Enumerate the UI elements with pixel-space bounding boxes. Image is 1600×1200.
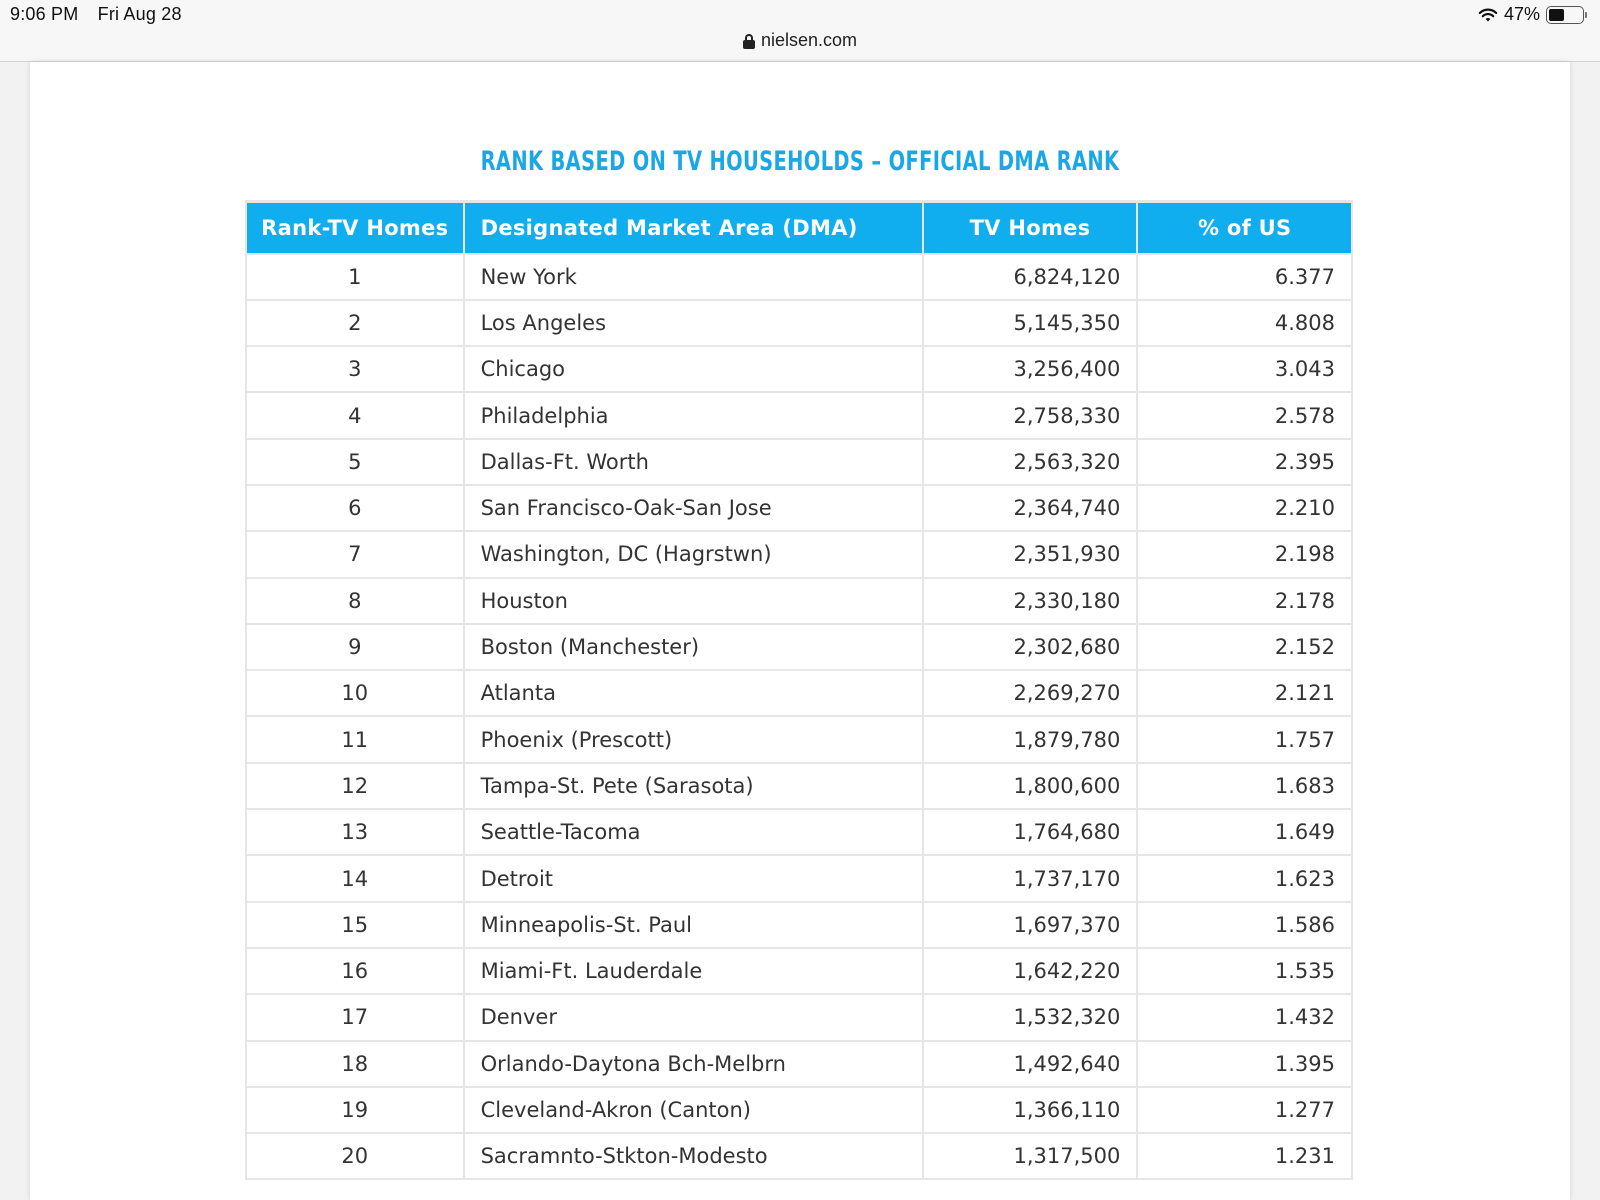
battery-icon	[1546, 6, 1584, 24]
cell-percent-us: 1.623	[1137, 855, 1352, 901]
url-text[interactable]: nielsen.com	[760, 30, 858, 50]
cell-rank: 8	[246, 578, 464, 624]
wifi-icon	[1478, 7, 1498, 23]
cell-tv-homes: 2,302,680	[923, 624, 1138, 670]
table-row	[246, 716, 1352, 762]
cell-dma: Cleveland-Akron (Canton)	[464, 1087, 923, 1133]
cell-percent-us: 2.395	[1137, 439, 1352, 485]
cell-percent-us: 1.395	[1137, 1041, 1352, 1087]
cell-dma: New York	[464, 254, 923, 300]
cell-tv-homes: 2,364,740	[923, 485, 1138, 531]
cell-dma: Boston (Manchester)	[464, 624, 923, 670]
cell-tv-homes: 1,764,680	[923, 809, 1138, 855]
cell-tv-homes: 1,697,370	[923, 902, 1138, 948]
cell-percent-us: 2.578	[1137, 392, 1352, 438]
table-row	[246, 670, 1352, 716]
cell-tv-homes: 1,642,220	[923, 948, 1138, 994]
cell-rank: 16	[246, 948, 464, 994]
cell-tv-homes: 3,256,400	[923, 346, 1138, 392]
cell-tv-homes: 1,492,640	[923, 1041, 1138, 1087]
page-title: RANK BASED ON TV HOUSEHOLDS – OFFICIAL DMA RANK	[480, 146, 1120, 177]
cell-tv-homes: 5,145,350	[923, 300, 1138, 346]
cell-dma: Chicago	[464, 346, 923, 392]
status-right	[1478, 4, 1584, 25]
cell-rank: 13	[246, 809, 464, 855]
lock-icon	[743, 34, 755, 48]
cell-percent-us: 2.152	[1137, 624, 1352, 670]
cell-percent-us: 1.231	[1137, 1133, 1352, 1179]
cell-rank: 18	[246, 1041, 464, 1087]
cell-dma: Atlanta	[464, 670, 923, 716]
cell-dma: Los Angeles	[464, 300, 923, 346]
table-row	[246, 439, 1352, 485]
cell-rank: 7	[246, 531, 464, 577]
status-left	[10, 4, 196, 25]
table-row	[246, 578, 1352, 624]
cell-rank: 11	[246, 716, 464, 762]
web-page	[30, 62, 1570, 1200]
table-row	[246, 300, 1352, 346]
cell-rank: 3	[246, 346, 464, 392]
table-row	[246, 809, 1352, 855]
table-row	[246, 902, 1352, 948]
cell-rank: 12	[246, 763, 464, 809]
cell-rank: 17	[246, 994, 464, 1040]
cell-rank: 1	[246, 254, 464, 300]
status-bar	[0, 0, 1600, 62]
cell-dma: Tampa-St. Pete (Sarasota)	[464, 763, 923, 809]
cell-tv-homes: 2,758,330	[923, 392, 1138, 438]
cell-percent-us: 1.683	[1137, 763, 1352, 809]
cell-percent-us: 2.210	[1137, 485, 1352, 531]
cell-rank: 6	[246, 485, 464, 531]
cell-dma: Washington, DC (Hagrstwn)	[464, 531, 923, 577]
cell-percent-us: 1.757	[1137, 716, 1352, 762]
table-row	[246, 855, 1352, 901]
cell-rank: 14	[246, 855, 464, 901]
cell-dma: San Francisco-Oak-San Jose	[464, 485, 923, 531]
table-header-row	[246, 202, 1352, 254]
cell-rank: 5	[246, 439, 464, 485]
cell-tv-homes: 1,800,600	[923, 763, 1138, 809]
cell-tv-homes: 1,366,110	[923, 1087, 1138, 1133]
table-row	[246, 1133, 1352, 1179]
cell-percent-us: 1.535	[1137, 948, 1352, 994]
cell-dma: Denver	[464, 994, 923, 1040]
dma-rank-table	[245, 200, 1353, 1180]
cell-tv-homes: 2,330,180	[923, 578, 1138, 624]
cell-tv-homes: 1,737,170	[923, 855, 1138, 901]
cell-percent-us: 2.198	[1137, 531, 1352, 577]
cell-percent-us: 2.178	[1137, 578, 1352, 624]
table-row	[246, 763, 1352, 809]
cell-dma: Phoenix (Prescott)	[464, 716, 923, 762]
cell-dma: Seattle-Tacoma	[464, 809, 923, 855]
cell-rank: 2	[246, 300, 464, 346]
table-row	[246, 485, 1352, 531]
header-tv-homes: TV Homes	[923, 202, 1138, 254]
cell-tv-homes: 6,824,120	[923, 254, 1138, 300]
header-percent-us: % of US	[1137, 202, 1352, 254]
cell-dma: Sacramnto-Stkton-Modesto	[464, 1133, 923, 1179]
cell-percent-us: 1.432	[1137, 994, 1352, 1040]
table-row	[246, 1041, 1352, 1087]
cell-tv-homes: 2,563,320	[923, 439, 1138, 485]
cell-tv-homes: 2,351,930	[923, 531, 1138, 577]
cell-percent-us: 1.649	[1137, 809, 1352, 855]
cell-dma: Dallas-Ft. Worth	[464, 439, 923, 485]
cell-tv-homes: 1,879,780	[923, 716, 1138, 762]
cell-rank: 19	[246, 1087, 464, 1133]
header-dma: Designated Market Area (DMA)	[464, 202, 923, 254]
cell-percent-us: 4.808	[1137, 300, 1352, 346]
table-row	[246, 948, 1352, 994]
table-row	[246, 624, 1352, 670]
cell-tv-homes: 2,269,270	[923, 670, 1138, 716]
cell-dma: Philadelphia	[464, 392, 923, 438]
cell-percent-us: 3.043	[1137, 346, 1352, 392]
cell-dma: Orlando-Daytona Bch-Melbrn	[464, 1041, 923, 1087]
battery-fill	[1549, 9, 1564, 21]
cell-dma: Houston	[464, 578, 923, 624]
cell-rank: 10	[246, 670, 464, 716]
table-row	[246, 994, 1352, 1040]
cell-dma: Detroit	[464, 855, 923, 901]
cell-dma: Miami-Ft. Lauderdale	[464, 948, 923, 994]
cell-rank: 15	[246, 902, 464, 948]
cell-percent-us: 1.277	[1137, 1087, 1352, 1133]
table-row	[246, 346, 1352, 392]
address-bar[interactable]	[0, 30, 1600, 51]
cell-rank: 20	[246, 1133, 464, 1179]
table-body	[246, 254, 1352, 1180]
cell-percent-us: 2.121	[1137, 670, 1352, 716]
cell-tv-homes: 1,317,500	[923, 1133, 1138, 1179]
status-date: Fri Aug 28	[97, 4, 182, 24]
cell-percent-us: 1.586	[1137, 902, 1352, 948]
table-row	[246, 392, 1352, 438]
cell-percent-us: 6.377	[1137, 254, 1352, 300]
table-row	[246, 531, 1352, 577]
battery-percent: 47%	[1503, 4, 1540, 24]
cell-rank: 4	[246, 392, 464, 438]
cell-rank: 9	[246, 624, 464, 670]
cell-tv-homes: 1,532,320	[923, 994, 1138, 1040]
table-row	[246, 254, 1352, 300]
header-rank: Rank-TV Homes	[246, 202, 464, 254]
table-row	[246, 1087, 1352, 1133]
status-time: 9:06 PM	[10, 4, 79, 24]
cell-dma: Minneapolis-St. Paul	[464, 902, 923, 948]
